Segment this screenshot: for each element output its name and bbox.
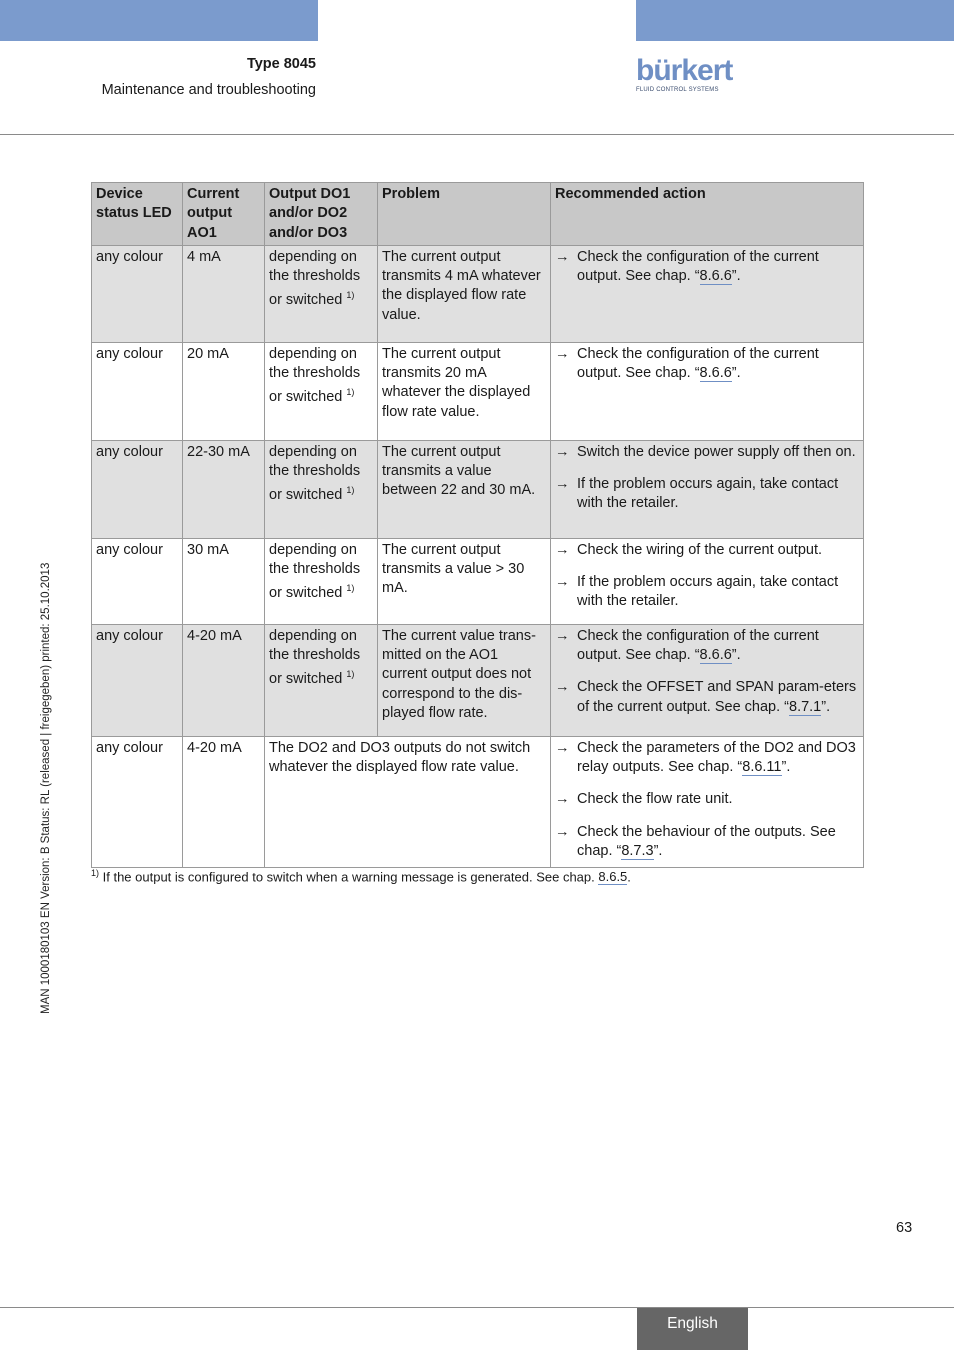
chapter-link[interactable]: 8.6.6	[699, 365, 732, 382]
burkert-logo	[636, 54, 746, 97]
action-cell	[551, 736, 864, 867]
current-cell: 4-20 mA	[183, 624, 265, 736]
col-header-led: Device status LED	[92, 183, 183, 246]
table-header-row	[92, 183, 864, 246]
action-text: Check the configuration of the current output. See chap. “	[577, 627, 819, 664]
arrow-right-icon: →	[555, 476, 570, 493]
arrow-right-icon: →	[555, 443, 570, 460]
action-text-end: ”.	[731, 365, 741, 382]
arrow-right-icon: →	[555, 574, 570, 591]
output-cell	[265, 245, 378, 342]
action-text: Check the wiring of the current output.	[577, 541, 823, 558]
action-item	[555, 248, 859, 287]
arrow-right-icon: →	[555, 791, 570, 808]
doc-section-title: Maintenance and troubleshooting	[101, 82, 316, 98]
table-row	[92, 342, 864, 440]
led-cell: any colour	[92, 245, 183, 342]
footnote-text-end: .	[627, 869, 631, 885]
footnote-mark: 1)	[346, 669, 355, 680]
header-divider	[0, 134, 954, 135]
action-text: Check the OFFSET and SPAN param-eters of the current output. See chap. “	[577, 679, 857, 715]
arrow-right-icon: →	[555, 541, 570, 558]
arrow-right-icon: →	[555, 627, 570, 644]
problem-cell: The current output transmits 20 mA whatever the displayed flow rate value.	[378, 342, 551, 440]
action-text: If the problem occurs again, take contact with the retailer.	[577, 476, 839, 512]
output-cell	[265, 538, 378, 624]
header-bar-left	[0, 0, 318, 41]
led-cell: any colour	[92, 624, 183, 736]
col-header-output: Output DO1 and/or DO2 and/or DO3	[265, 183, 378, 246]
action-text: Check the parameters of the DO2 and DO3 relay outputs. See chap. “	[577, 739, 856, 776]
output-text: depending on the thresholds or switched	[269, 443, 361, 504]
table-row	[92, 245, 864, 342]
action-item	[555, 443, 859, 462]
action-text: Switch the device power supply off then on.	[577, 443, 856, 460]
action-item	[555, 541, 859, 560]
led-cell: any colour	[92, 440, 183, 538]
action-text-end: ”.	[731, 268, 741, 285]
current-cell: 4-20 mA	[183, 736, 265, 867]
chapter-link[interactable]: 8.6.6	[699, 268, 732, 285]
footnote-mark: 1)	[346, 583, 355, 594]
table-row	[92, 736, 864, 867]
table-row	[92, 624, 864, 736]
chapter-link[interactable]: 8.6.11	[742, 759, 782, 776]
current-cell: 22-30 mA	[183, 440, 265, 538]
action-text-end: ”.	[731, 647, 741, 664]
output-text: depending on the thresholds or switched	[269, 248, 361, 309]
output-text: depending on the thresholds or switched	[269, 345, 361, 406]
current-cell: 30 mA	[183, 538, 265, 624]
output-cell	[265, 624, 378, 736]
action-text: Check the configuration of the current output. See chap. “	[577, 248, 819, 285]
output-text: depending on the thresholds or switched	[269, 627, 361, 688]
document-version-info: MAN 1000180103 EN Version: B Status: RL (released | freigegeben) printed: 25.10.2013	[40, 562, 52, 1014]
action-cell	[551, 624, 864, 736]
problem-cell: The current output transmits a value > 30 mA.	[378, 538, 551, 624]
action-text-end: ”.	[653, 843, 663, 860]
header-bar-right	[636, 0, 954, 41]
table-row	[92, 538, 864, 624]
logo-wordmark: bürkert	[636, 54, 733, 87]
problem-cell: The current output transmits 4 mA whatever the displayed flow rate value.	[378, 245, 551, 342]
arrow-right-icon: →	[555, 345, 570, 362]
led-cell: any colour	[92, 538, 183, 624]
footnote-mark: 1)	[346, 290, 355, 301]
problem-cell: The current output transmits a value between 22 and 30 mA.	[378, 440, 551, 538]
troubleshooting-table	[91, 182, 864, 868]
language-tab: English	[637, 1308, 748, 1350]
col-header-action: Recommended action	[551, 183, 864, 246]
current-cell: 4 mA	[183, 245, 265, 342]
arrow-right-icon: →	[555, 823, 570, 840]
action-cell	[551, 440, 864, 538]
action-text: If the problem occurs again, take contact with the retailer.	[577, 574, 839, 610]
arrow-right-icon: →	[555, 679, 570, 696]
action-text: Check the behaviour of the outputs. See chap. “	[577, 823, 836, 860]
col-header-current: Current output AO1	[183, 183, 265, 246]
chapter-link[interactable]: 8.7.3	[621, 843, 654, 860]
action-cell	[551, 342, 864, 440]
output-text: depending on the thresholds or switched	[269, 541, 361, 602]
footnote-mark: 1)	[346, 485, 355, 496]
merged-problem-cell: The DO2 and DO3 outputs do not switch whatever the displayed flow rate value.	[265, 736, 551, 867]
action-item	[555, 678, 859, 717]
logo-tagline: FLUID CONTROL SYSTEMS	[636, 87, 719, 93]
action-item	[555, 823, 859, 862]
doc-type-label: Type 8045	[246, 56, 316, 72]
action-text: Check the configuration of the current output. See chap. “	[577, 345, 819, 382]
action-item	[555, 790, 859, 809]
action-item	[555, 345, 859, 384]
led-cell: any colour	[92, 736, 183, 867]
col-header-problem: Problem	[378, 183, 551, 246]
output-cell	[265, 342, 378, 440]
footer-divider	[0, 1307, 954, 1308]
action-item	[555, 739, 859, 778]
action-text: Check the flow rate unit.	[577, 791, 733, 808]
action-item	[555, 573, 859, 612]
action-item	[555, 475, 859, 514]
action-cell	[551, 538, 864, 624]
footnote-mark: 1)	[346, 387, 355, 398]
action-text-end: ”.	[781, 759, 791, 776]
page-number: 63	[896, 1220, 913, 1236]
table-footnote	[91, 868, 631, 884]
footnote-text: If the output is configured to switch when a warning message is generated. See chap.	[99, 869, 599, 885]
output-cell	[265, 440, 378, 538]
chapter-link[interactable]: 8.6.5	[598, 869, 628, 885]
action-cell	[551, 245, 864, 342]
action-item	[555, 627, 859, 666]
current-cell: 20 mA	[183, 342, 265, 440]
table-row	[92, 440, 864, 538]
action-text-end: ”.	[821, 698, 831, 715]
led-cell: any colour	[92, 342, 183, 440]
chapter-link[interactable]: 8.6.6	[699, 647, 732, 664]
footnote-mark: 1)	[91, 868, 100, 878]
chapter-link[interactable]: 8.7.1	[789, 698, 822, 715]
arrow-right-icon: →	[555, 248, 570, 265]
arrow-right-icon: →	[555, 739, 570, 756]
problem-cell: The current value trans-mitted on the AO1 current output does not correspond to the dis-played flow rate.	[378, 624, 551, 736]
